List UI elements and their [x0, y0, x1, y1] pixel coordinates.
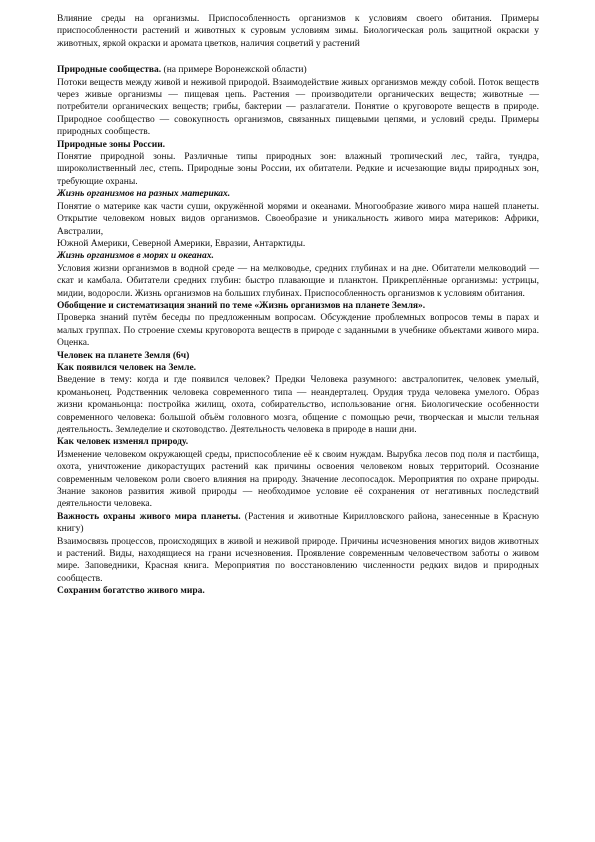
- heading-continents: Жизнь организмов на разных материках.: [57, 189, 231, 200]
- heading-protection: Важность охраны живого мира планеты.: [57, 511, 241, 522]
- heading-human-origin: Как появился человек на Земле.: [57, 362, 197, 373]
- paragraph-protection: Взаимосвязь процессов, происходящих в живой и неживой природе. Причины исчезновения многих видов животных и растений. Виды, находящиеся на грани исчезновения. Проявление современным человечеством заботы о живом мире. Заповедники, Красная книга. Мероприятия по восстановлению численности редких видов и природных сообществ.: [57, 536, 539, 584]
- heading-human-on-earth: Человек на планете Земля (6ч): [57, 350, 190, 361]
- paragraph-human-changed-nature: Изменение человеком окружающей среды, приспособление её к своим нуждам. Вырубка лесов под поля и пастбища, охота, уничтожение дикорастущих растений как причины освоения человеком новых территорий. Осознание современным человеком роли своего влияния на природу. Значение лесопосадок. Мероприятия по охране природы. Знание законов развития живой природы — необходимое условие её сохранения от негативных последствий деятельности человека.: [57, 449, 539, 510]
- heading-seas: Жизнь организмов в морях и океанах.: [57, 251, 214, 262]
- paragraph-continents: Понятие о материке как части суши, окружённой морями и океанами. Многообразие живого мира нашей планеты. Открытие человеком новых видов организмов. Своеобразие и уникальность живого мира материков: Африки, Австралии,: [57, 201, 539, 237]
- heading-human-changed-nature: Как человек изменял природу.: [57, 437, 189, 448]
- heading-communities: Природные сообщества.: [57, 65, 162, 76]
- heading-natural-zones: Природные зоны России.: [57, 139, 166, 150]
- heading-generalization: Обобщение и систематизация знаний по теме «Жизнь организмов на планете Земля».: [57, 300, 426, 311]
- paragraph-natural-zones: Понятие природной зоны. Различные типы природных зон: влажный тропический лес, тайга, тундра, широколиственный лес, степь. Природные зоны России, их обитатели. Редкие и исчезающие виды природных зон, требующие охраны.: [57, 152, 539, 187]
- section-title-protection: [57, 511, 539, 536]
- paragraph-continents-line: Южной Америки, Северной Америки, Евразии, Антарктиды.: [57, 238, 306, 249]
- paragraph-human-origin: Введение в тему: когда и где появился человек? Предки Человека разумного: австралопитек, человек умелый, кроманьонец. Родственник человека современного типа — неандерталец. Орудия труда человека умелого. Образ жизни кроманьонца: постройка жилищ, охота, собирательство, использование огня. Биологические особенности современного человека: большой объём головного мозга, общение с помощью речи, творческая и мысли тельная деятельность. Земледелие и скотоводство. Деятельность человека в природе в наши дни.: [57, 375, 539, 435]
- paragraph-communities: Потоки веществ между живой и неживой природой. Взаимодействие живых организмов между собой. Поток веществ через живые организмы — пищевая цепь. Растения — производители органических веществ; животные — потребители органических веществ; грибы, бактерии — разлагатели. Понятие о круговороте веществ в природе. Природное сообщество — совокупность организмов, связанных пищевыми цепями, и условий среды. Примеры природных сообществ.: [57, 77, 539, 138]
- section-title-communities: [57, 64, 539, 76]
- heading-preserve-wealth: Сохраним богатство живого мира.: [57, 586, 205, 597]
- heading-communities-note: (на примере Воронежской области): [161, 65, 307, 76]
- document-page: [57, 13, 539, 598]
- intro-paragraph: Влияние среды на организмы. Приспособленность организмов к условиям своего обитания. Примеры приспособленности растений и животных к суровым условиям зимы. Биологическая роль защитной окраски у животных, яркой окраски и аромата цветков, наличия соцветий у растений: [57, 14, 539, 49]
- paragraph-seas: Условия жизни организмов в водной среде — на мелководье, средних глубинах и на дне. Обитатели мелководий — скат и камбала. Обитатели средних глубин: быстро плавающие и планктон. Прикреплённые организмы: устрицы, мидии, водоросли. Жизнь организмов на больших глубинах. Приспособленность организмов к условиям обитания.: [57, 263, 539, 299]
- heading-protection-note: (Растения и животные Кирилловского района, занесенные в Красную книгу): [57, 511, 540, 535]
- paragraph-generalization: Проверка знаний путём беседы по предложенным вопросам. Обсуждение проблемных вопросов темы в парах и малых группах. По строение схемы круговорота веществ в природе с заданными в учебнике объектами живого мира. Оценка.: [57, 313, 539, 349]
